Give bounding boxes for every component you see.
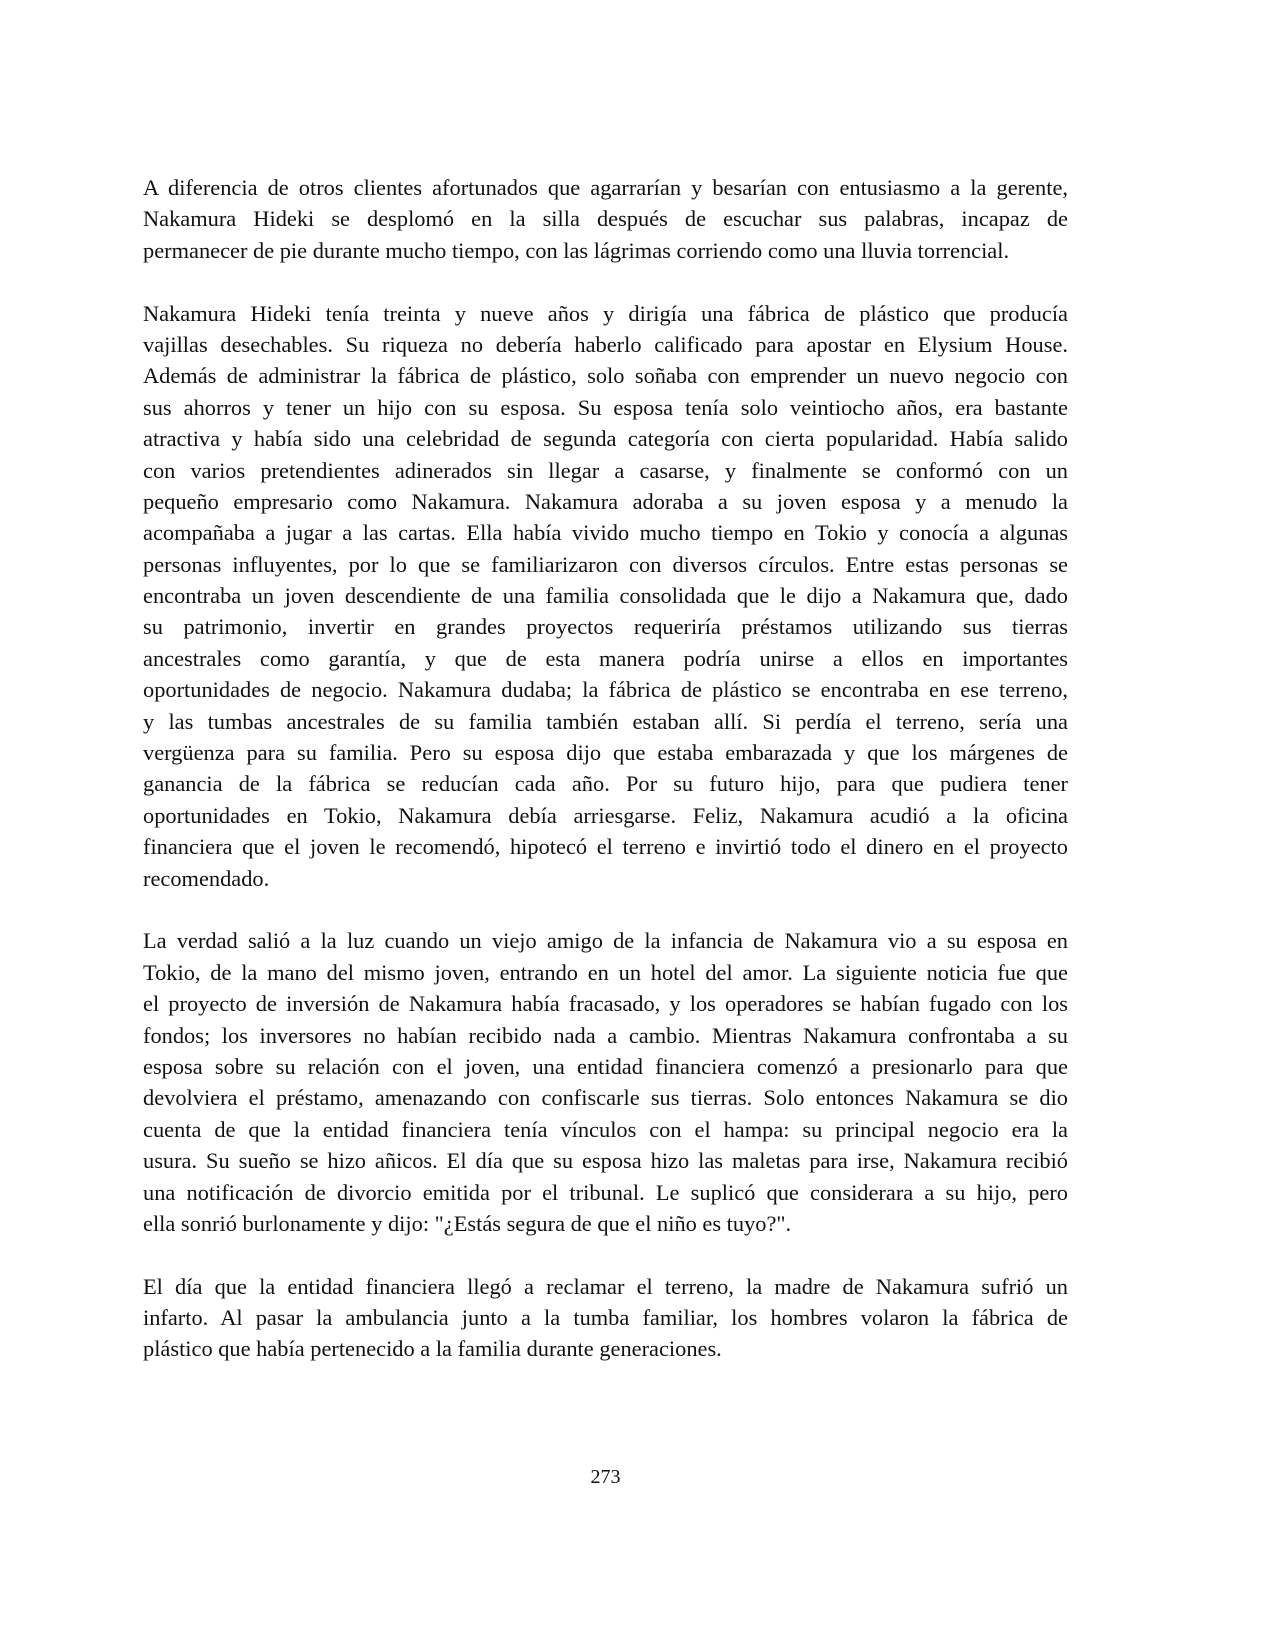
text-line: con varios pretendientes adinerados sin llegar a casarse, y finalmente se conformó con un: [143, 457, 1068, 483]
text-line: cuenta de que la entidad financiera tenía vínculos con el hampa: su principal negocio era la: [143, 1116, 1068, 1142]
page-body: [143, 172, 1068, 1396]
text-line: La verdad salió a la luz cuando un viejo amigo de la infancia de Nakamura vio a su esposa en: [143, 928, 1068, 954]
text-line: A diferencia de otros clientes afortunados que agarrarían y besarían con entusiasmo a la gerente,: [143, 175, 1068, 200]
text-line: fondos; los inversores no habían recibido nada a cambio. Mientras Nakamura confrontaba a su: [143, 1022, 1068, 1048]
text-line: ganancia de la fábrica se reducían cada año. Por su futuro hijo, para que pudiera tener: [143, 771, 1068, 797]
text-line: ancestrales como garantía, y que de esta manera podría unirse a ellos en importantes: [143, 645, 1068, 671]
paragraph: [143, 925, 1068, 1239]
text-line: el proyecto de inversión de Nakamura había fracasado, y los operadores se habían fugado con los: [143, 991, 1068, 1017]
text-line: sus ahorros y tener un hijo con su esposa. Su esposa tenía solo veintiocho años, era bastante: [143, 394, 1068, 420]
text-line: permanecer de pie durante mucho tiempo, con las lágrimas corriendo como una lluvia torrencial.: [143, 237, 1010, 263]
text-line: personas influyentes, por lo que se familiarizaron con diversos círculos. Entre estas personas se: [143, 551, 1068, 577]
text-line: Nakamura Hideki se desplomó en la silla después de escuchar sus palabras, incapaz de: [143, 206, 1068, 232]
text-line: atractiva y había sido una celebridad de segunda categoría con cierta popularidad. Había salido: [143, 426, 1068, 452]
text-line: recomendado.: [143, 865, 270, 891]
text-line: Nakamura Hideki tenía treinta y nueve años y dirigía una fábrica de plástico que producía: [143, 300, 1068, 326]
text-line: ella sonrió burlonamente y dijo: "¿Estás segura de que el niño es tuyo?".: [143, 1210, 792, 1236]
text-line: acompañaba a jugar a las cartas. Ella había vivido mucho tiempo en Tokio y conocía a algunas: [143, 520, 1068, 546]
text-line: El día que la entidad financiera llegó a reclamar el terreno, la madre de Nakamura sufrió un: [143, 1273, 1068, 1299]
text-line: usura. Su sueño se hizo añicos. El día que su esposa hizo las maletas para irse, Nakamura recibió: [143, 1148, 1068, 1174]
text-line: encontraba un joven descendiente de una familia consolidada que le dijo a Nakamura que, dado: [143, 583, 1068, 609]
text-line: Tokio, de la mano del mismo joven, entrando en un hotel del amor. La siguiente noticia fue que: [143, 959, 1068, 985]
paragraph: [143, 172, 1068, 266]
text-line: plástico que había pertenecido a la familia durante generaciones.: [143, 1336, 722, 1362]
paragraph: [143, 298, 1068, 894]
text-line: pequeño empresario como Nakamura. Nakamura adoraba a su joven esposa y a menudo la: [143, 488, 1068, 514]
page-number: 273: [590, 1466, 621, 1488]
text-line: oportunidades en Tokio, Nakamura debía arriesgarse. Feliz, Nakamura acudió a la oficina: [143, 802, 1068, 828]
text-line: Además de administrar la fábrica de plástico, solo soñaba con emprender un nuevo negocio con: [143, 363, 1068, 389]
text-line: oportunidades de negocio. Nakamura dudaba; la fábrica de plástico se encontraba en ese terreno,: [143, 677, 1068, 703]
paragraph: [143, 1271, 1068, 1365]
text-line: financiera que el joven le recomendó, hipotecó el terreno e invirtió todo el dinero en el proyecto: [143, 834, 1068, 860]
text-line: devolviera el préstamo, amenazando con confiscarle sus tierras. Solo entonces Nakamura se dio: [143, 1085, 1068, 1111]
text-line: vergüenza para su familia. Pero su esposa dijo que estaba embarazada y que los márgenes de: [143, 740, 1068, 766]
text-line: vajillas desechables. Su riqueza no debería haberlo calificado para apostar en Elysium House.: [143, 331, 1068, 357]
text-line: una notificación de divorcio emitida por el tribunal. Le suplicó que considerara a su hijo, pero: [143, 1179, 1068, 1205]
text-line: infarto. Al pasar la ambulancia junto a la tumba familiar, los hombres volaron la fábrica de: [143, 1305, 1068, 1331]
text-line: su patrimonio, invertir en grandes proyectos requeriría préstamos utilizando sus tierras: [143, 614, 1068, 640]
text-line: y las tumbas ancestrales de su familia también estaban allí. Si perdía el terreno, sería una: [143, 708, 1068, 734]
text-line: esposa sobre su relación con el joven, una entidad financiera comenzó a presionarlo para que: [143, 1053, 1068, 1079]
